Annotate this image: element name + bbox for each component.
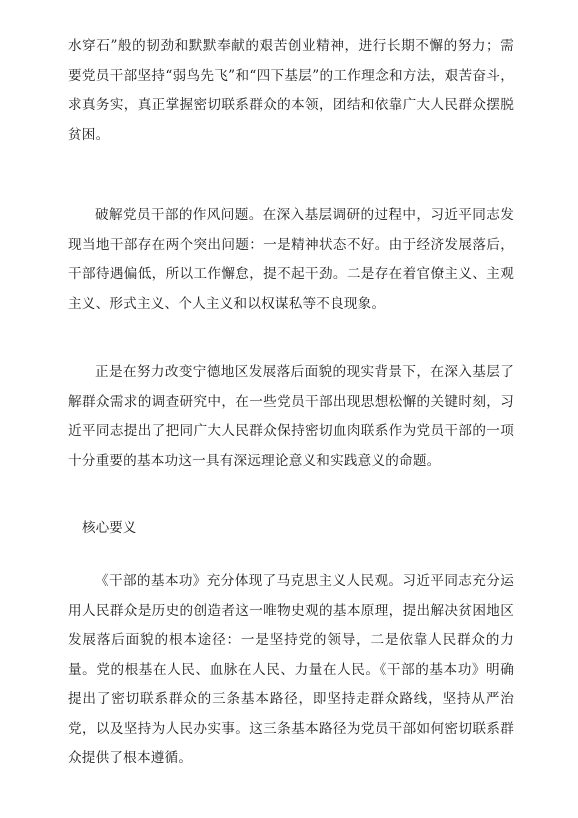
section-heading: 核心要义: [82, 520, 137, 536]
paragraph-continuation: 水穿石”般的韧劲和默默奉献的艰苦创业精神，进行长期不懈的努力；需要党员干部坚持“弱鸟先飞”和“四下基层”的工作理念和方法，艰苦奋斗，求真务实，真正掌握密切联系群众的本领，团结和依靠广大人民群众摆脱贫困。: [68, 38, 514, 143]
paragraph-background: 正是在努力改变宁德地区发展落后面貌的现实背景下，在深入基层了解群众需求的调查研究中，在一些党员干部出现思想松懈的关键时刻，习近平同志提出了把同广大人民群众保持密切血肉联系作为党员干部的一项十分重要的基本功这一具有深远理论意义和实践意义的命题。: [68, 364, 514, 469]
paragraph-core-meaning: 《干部的基本功》充分体现了马克思主义人民观。习近平同志充分运用人民群众是历史的创造者这一唯物史观的基本原理，提出解决贫困地区发展落后面貌的根本途径：一是坚持党的领导，二是依靠人民群众的力量。党的根基在人民、血脉在人民、力量在人民。《干部的基本功》明确提出了密切联系群众的三条基本路径，即坚持走群众路线，坚持从严治党，以及坚持为人民办实事。这三条基本路径为党员干部如何密切联系群众提供了根本遵循。: [68, 573, 514, 766]
paragraph-work-style: 破解党员干部的作风问题。在深入基层调研的过程中，习近平同志发现当地干部存在两个突出问题：一是精神状态不好。由于经济发展落后，干部待遇偏低，所以工作懈怠，提不起干劲。二是存在着官僚主义、主观主义、形式主义、个人主义和以权谋私等不良现象。: [68, 207, 514, 312]
